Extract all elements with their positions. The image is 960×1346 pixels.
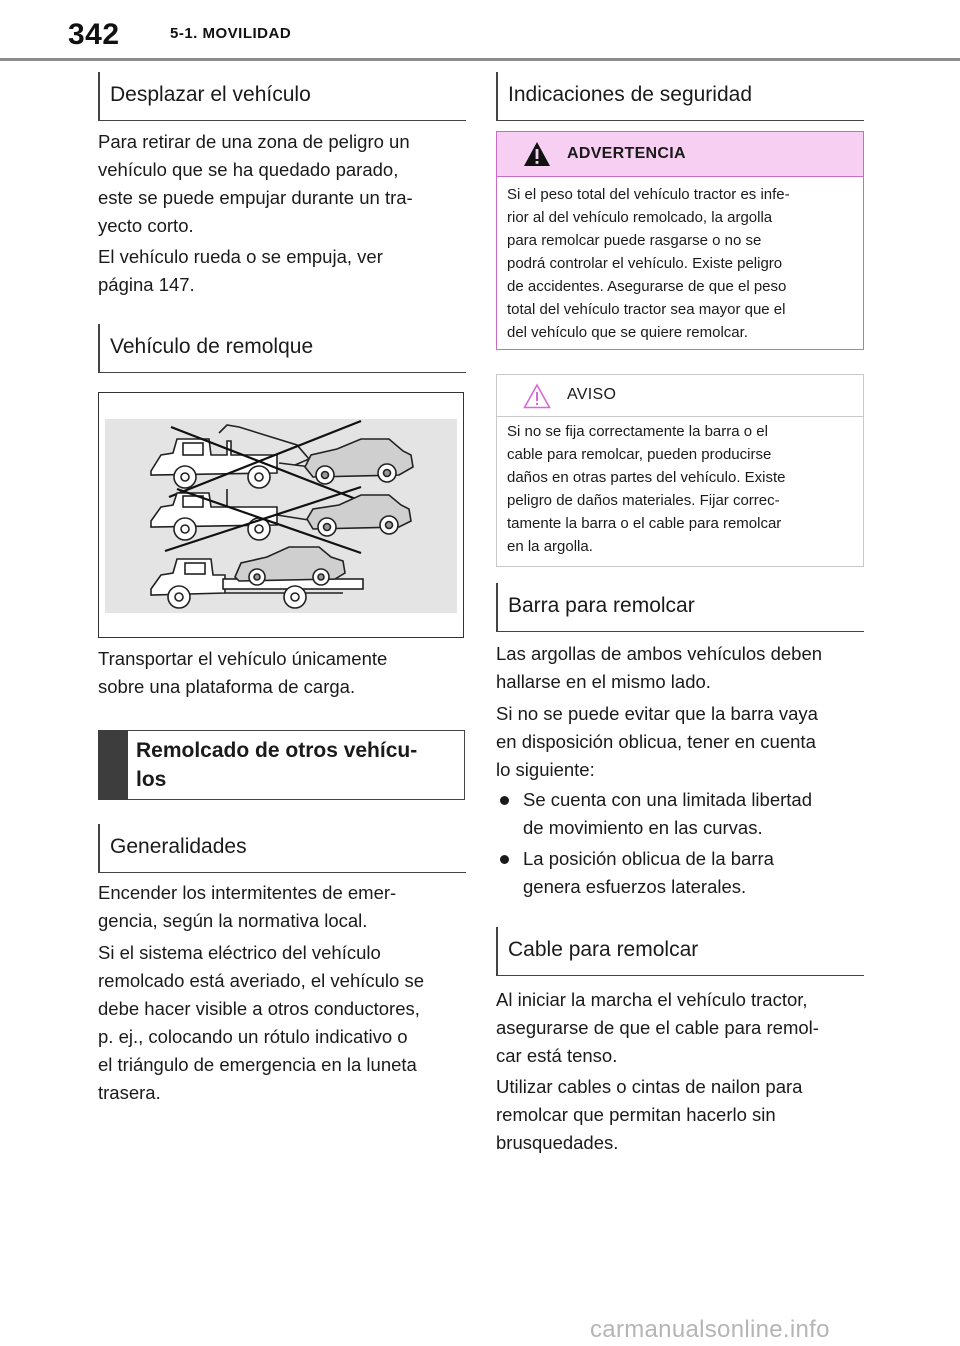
text-line: total del vehículo tractor sea mayor que el — [507, 301, 786, 318]
section-heading-barra — [496, 583, 864, 632]
text-line: Transportar el vehículo únicamente — [98, 648, 388, 669]
paragraph-barra-2 — [496, 700, 864, 784]
notice-box — [496, 374, 864, 567]
paragraph-cable-2 — [496, 1073, 864, 1157]
paragraph-desplazar-2 — [98, 243, 466, 299]
text-line: La posición oblicua de la barra — [523, 848, 774, 869]
text-line: debe hacer visible a otros conductores, — [98, 998, 420, 1019]
text-line: genera esfuerzos laterales. — [523, 876, 747, 897]
text-line: cable para remolcar, pueden producirse — [507, 446, 772, 463]
section-heading-generalidades — [98, 824, 466, 873]
text-line: podrá controlar el vehículo. Existe peligro — [507, 255, 783, 272]
section-heading-cable — [496, 927, 864, 976]
bullet-text — [523, 845, 863, 901]
text-line: El vehículo rueda o se empuja, ver — [98, 246, 383, 267]
header-rule — [0, 58, 960, 61]
text-line: yecto corto. — [98, 215, 194, 236]
text-line: rior al del vehículo remolcado, la argolla — [507, 209, 773, 226]
section-heading-text: Barra para remolcar — [508, 594, 695, 617]
text-line: este se puede empujar durante un tra- — [98, 187, 413, 208]
text-line: Si el peso total del vehículo tractor es infe- — [507, 186, 790, 203]
section-heading-seguridad — [496, 72, 864, 121]
text-line: para remolcar puede rasgarse o no se — [507, 232, 762, 249]
text-line: sobre una plataforma de carga. — [98, 676, 356, 697]
text-line: Si no se puede evitar que la barra vaya — [496, 703, 818, 724]
warning-title: ADVERTENCIA — [567, 145, 686, 162]
site-watermark: carmanualsonline.info — [590, 1316, 830, 1343]
text-line: los — [136, 768, 167, 791]
chapter-title: 5-1. MOVILIDAD — [170, 25, 292, 42]
text-line: del vehículo que se quiere remolcar. — [507, 324, 748, 341]
text-line: Remolcado de otros vehícu- — [136, 739, 418, 762]
figure-caption — [98, 645, 466, 701]
caution-triangle-outline-icon — [523, 383, 551, 409]
text-line: en disposición oblicua, tener en cuenta — [496, 731, 816, 752]
text-line: p. ej., colocando un rótulo indicativo o — [98, 1026, 408, 1047]
bullet-text — [523, 786, 863, 842]
paragraph-barra-1 — [496, 640, 864, 696]
notice-title: AVISO — [567, 386, 617, 403]
chapter-subheading-remolcado — [98, 730, 465, 800]
text-line: Si no se fija correctamente la barra o el — [507, 423, 768, 440]
text-line: hallarse en el mismo lado. — [496, 671, 711, 692]
text-line: Encender los intermitentes de emer- — [98, 882, 397, 903]
section-heading-remolque — [98, 324, 466, 373]
text-line: en la argolla. — [507, 538, 593, 555]
text-line: Las argollas de ambos vehículos deben — [496, 643, 823, 664]
section-heading-text: Indicaciones de seguridad — [508, 83, 753, 106]
text-line: el triángulo de emergencia en la luneta — [98, 1054, 417, 1075]
section-heading-text: Generalidades — [110, 835, 247, 858]
text-line: peligro de daños materiales. Fijar correc- — [507, 492, 780, 509]
text-line: trasera. — [98, 1082, 161, 1103]
section-heading-text: Cable para remolcar — [508, 938, 699, 961]
text-line: Al iniciar la marcha el vehículo tractor, — [496, 989, 808, 1010]
heading-bar — [98, 730, 128, 800]
chapter-subheading-text — [136, 736, 456, 794]
bullet-dot-icon — [500, 796, 509, 805]
text-line: Utilizar cables o cintas de nailon para — [496, 1076, 803, 1097]
section-heading-desplazar — [98, 72, 466, 121]
text-line: Si el sistema eléctrico del vehículo — [98, 942, 381, 963]
text-line: daños en otras partes del vehículo. Existe — [507, 469, 786, 486]
text-line: remolcado está averiado, el vehículo se — [98, 970, 424, 991]
text-line: gencia, según la normativa local. — [98, 910, 368, 931]
text-line: remolcar que permitan hacerlo sin — [496, 1104, 776, 1125]
text-line: car está tenso. — [496, 1045, 618, 1066]
paragraph-generalidades-1 — [98, 879, 466, 935]
towing-illustration-svg — [99, 393, 463, 637]
text-line: vehículo que se ha quedado parado, — [98, 159, 399, 180]
bullet-dot-icon — [500, 855, 509, 864]
text-line: asegurarse de que el cable para remol- — [496, 1017, 819, 1038]
warning-header — [497, 132, 863, 177]
notice-header — [497, 375, 863, 417]
warning-box — [496, 131, 864, 350]
text-line: de movimiento en las curvas. — [523, 817, 763, 838]
warning-text — [507, 183, 853, 344]
text-line: brusquedades. — [496, 1132, 619, 1153]
text-line: Se cuenta con una limitada libertad — [523, 789, 812, 810]
text-line: tamente la barra o el cable para remolcar — [507, 515, 782, 532]
paragraph-desplazar-1 — [98, 128, 466, 240]
towing-illustration — [98, 392, 464, 638]
text-line: Para retirar de una zona de peligro un — [98, 131, 410, 152]
text-line: de accidentes. Asegurarse de que el peso — [507, 278, 787, 295]
text-line: lo siguiente: — [496, 759, 595, 780]
paragraph-generalidades-2 — [98, 939, 466, 1107]
notice-text — [507, 420, 853, 558]
page-number: 342 — [68, 18, 120, 51]
section-heading-text: Vehículo de remolque — [110, 335, 314, 358]
text-line: página 147. — [98, 274, 195, 295]
section-heading-text: Desplazar el vehículo — [110, 83, 311, 106]
page-header — [0, 0, 960, 62]
warning-triangle-icon — [523, 141, 551, 167]
paragraph-cable-1 — [496, 986, 864, 1070]
